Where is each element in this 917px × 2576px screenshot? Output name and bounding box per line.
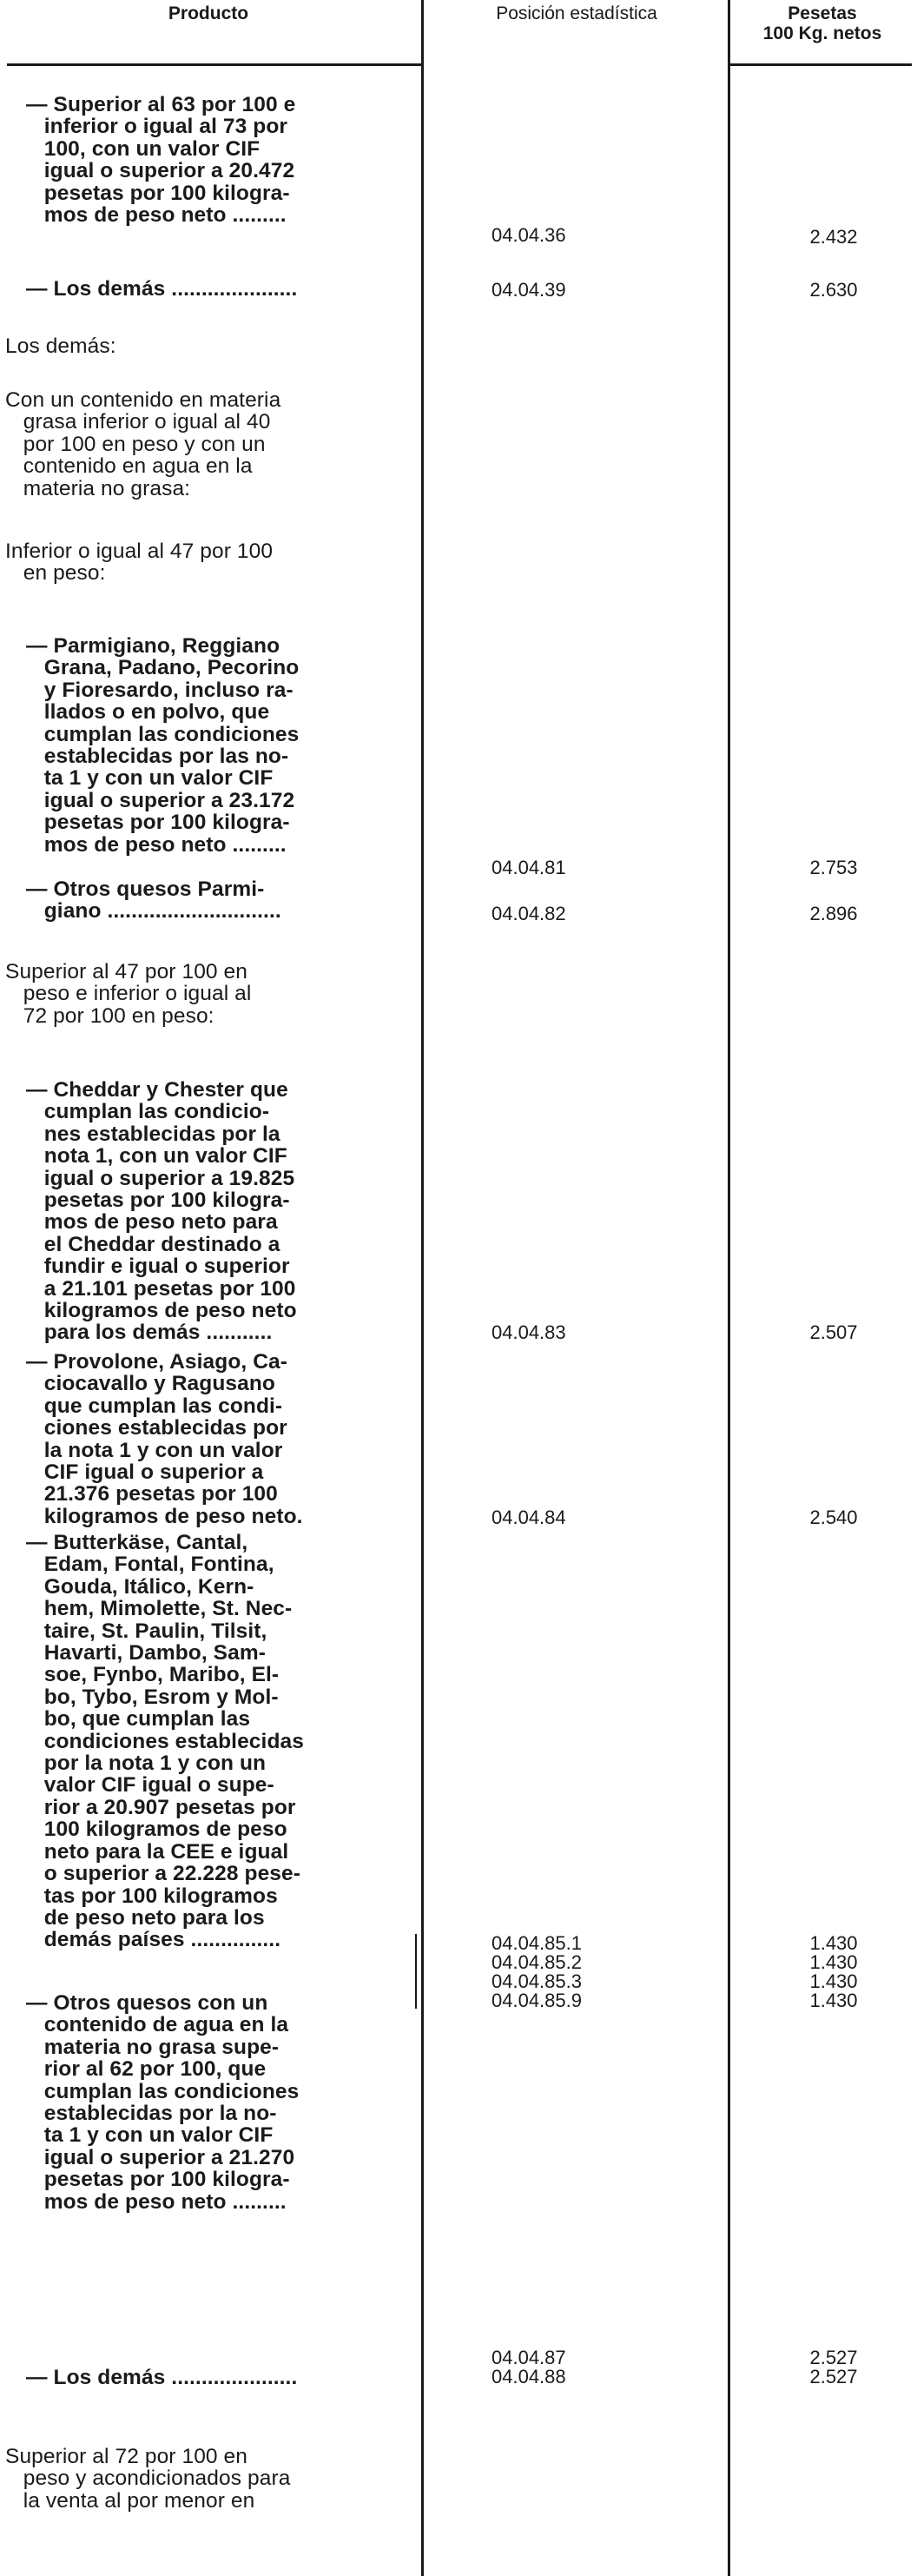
heading-los-demas: Los demás: <box>5 334 116 358</box>
item-otros-quesos: — Otros quesos con un contenido de agua en la materia no grasa supe- rior al 62 por 100, que cumplan las condiciones establecidas por la no- ta 1 y con un valor CIF igual o superior a 21.270 pesetas por 100 kilogra- mos de peso neto ......... <box>26 1991 300 2214</box>
column-divider-left <box>421 0 424 2576</box>
header-underline-left <box>7 63 424 66</box>
value-row: 1.430 <box>809 1951 858 1973</box>
header-underline-right <box>728 63 912 66</box>
code-row: 04.04.85.9 <box>491 1990 582 2011</box>
heading-superior-72: Superior al 72 por 100 en peso y acondicionados para la venta al por menor en <box>5 2445 291 2513</box>
code-row: 04.04.85.1 <box>491 1932 582 1954</box>
item-provolone: — Provolone, Asiago, Ca- ciocavallo y Ragusano que cumplan las condi- ciones establecidas por la nota 1 y con un valor CIF igual o superior a 21.376 pesetas por 100 kilogramos de peso neto. <box>26 1350 303 1528</box>
header-producto: Producto <box>168 3 249 23</box>
group-bracket <box>415 1934 426 2009</box>
code-row: 04.04.36 <box>491 224 566 246</box>
code-row: 04.04.85.2 <box>491 1951 582 1973</box>
value-row: 2.527 <box>809 2366 858 2387</box>
item-otros-parmigiano: — Otros quesos Parmi- giano ............................. <box>26 877 281 924</box>
value-row: 2.507 <box>809 1321 858 1343</box>
item-los-demas-2: — Los demás ..................... <box>26 2366 298 2389</box>
value-row: 1.430 <box>809 1990 858 2011</box>
value-row: 1.430 <box>809 1932 858 1954</box>
code-row: 04.04.88 <box>491 2366 566 2387</box>
code-row: 04.04.82 <box>491 903 566 924</box>
header-posicion: Posición estadística <box>496 3 657 23</box>
column-divider-right <box>728 0 730 2576</box>
header-pesetas: Pesetas <box>788 3 857 23</box>
item-los-demas-1: — Los demás ..................... <box>26 277 298 301</box>
code-row: 04.04.84 <box>491 1507 566 1528</box>
heading-inferior-47: Inferior o igual al 47 por 100 en peso: <box>5 540 274 586</box>
value-row: 2.630 <box>809 279 858 301</box>
heading-superior-47: Superior al 47 por 100 en peso e inferior o igual al 72 por 100 en peso: <box>5 960 252 1028</box>
item-superior-63: — Superior al 63 por 100 e inferior o igual al 73 por 100, con un valor CIF igual o superior a 20.472 pesetas por 100 kilogra- mos de peso neto ......... <box>26 93 296 228</box>
value-row: 2.753 <box>809 857 858 878</box>
code-row: 04.04.81 <box>491 857 566 878</box>
item-parmigiano: — Parmigiano, Reggiano Grana, Padano, Pecorino y Fioresardo, incluso ra- llados o en polvo, que cumplan las condiciones establecidas por las no- ta 1 y con un valor CIF igual o superior a 23.172 pesetas por 100 kilogra- mos de peso neto ......... <box>26 634 300 857</box>
item-butterkase: — Butterkäse, Cantal, Edam, Fontal, Fontina, Gouda, Itálico, Kern- hem, Mimolette, St. Nec- taire, St. Paulin, Tilsit, Havarti, Dambo, Sam- soe, Fynbo, Maribo, El- bo, Tybo, Esrom y Mol- bo, que cumplan las condiciones establecidas por la nota 1 y con un valor CIF igual o supe- rior a 20.907 pesetas por 100 kilogramos de peso neto para la CEE e igual o superior a 22.228 pese- tas por 100 kilogramos de peso neto para los demás países ............... <box>26 1531 304 1952</box>
code-row: 04.04.87 <box>491 2347 566 2368</box>
code-row: 04.04.83 <box>491 1321 566 1343</box>
value-row: 2.527 <box>809 2347 858 2368</box>
value-row: 2.896 <box>809 903 858 924</box>
heading-materia-grasa: Con un contenido en materia grasa inferior o igual al 40 por 100 en peso y con un contenido en agua en la materia no grasa: <box>5 388 281 500</box>
value-row: 2.540 <box>809 1507 858 1528</box>
code-row: 04.04.85.3 <box>491 1970 582 1992</box>
value-row: 1.430 <box>809 1970 858 1992</box>
code-row: 04.04.39 <box>491 279 566 301</box>
value-row: 2.432 <box>809 226 858 248</box>
item-cheddar: — Cheddar y Chester que cumplan las condicio- nes establecidas por la nota 1, con un valor CIF igual o superior a 19.825 pesetas por 100 kilogra- mos de peso neto para el Cheddar destinado a fundir e igual o superior a 21.101 pesetas por 100 kilogramos de peso neto para los demás ........... <box>26 1078 297 1345</box>
header-kg-netos: 100 Kg. netos <box>762 23 882 43</box>
